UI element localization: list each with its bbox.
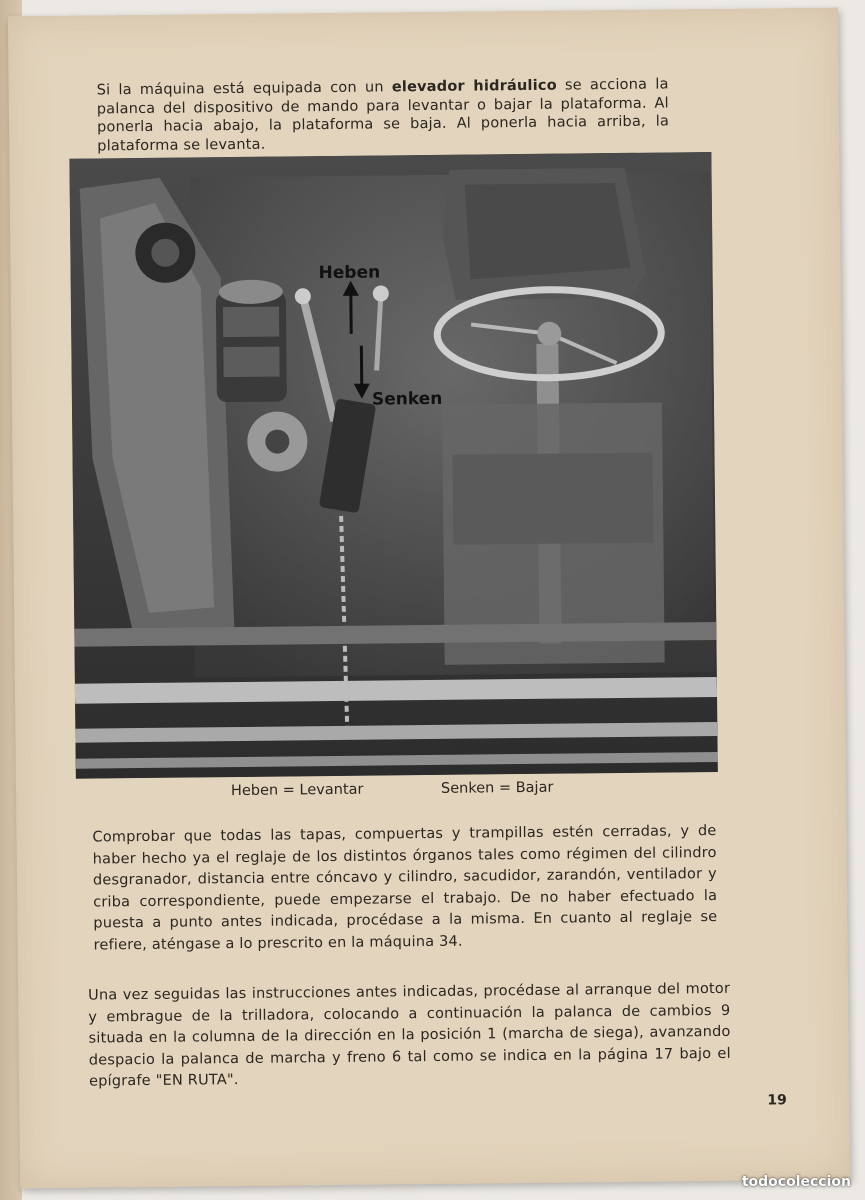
- machine-photo-illustration: [69, 152, 717, 779]
- caption-heben: Heben = Levantar: [230, 781, 364, 800]
- photo-label-senken: Senken: [371, 388, 443, 410]
- watermark-logo: todocoleccion: [741, 1174, 851, 1190]
- body-paragraph-1: Comprobar que todas las tapas, compuertas y trampillas estén cerradas, y de haber hecho ya el reglaje de los distintos órganos tales como régimen del cilindro desgranador, distancia entre cóncavo y cilindro, sacudidor, zarandón, ventilador y criba correspondiente, puede empezarse el trabajo. De no haber efectuado la puesta a punto antes indicada, procédase a la misma. En cuanto al reglaje se refiere, aténgase a lo prescrito en la máquina 34.: [92, 823, 718, 954]
- machine-photo: [69, 152, 717, 779]
- booklet-page: [8, 8, 850, 1189]
- page-number: 19: [767, 1092, 787, 1109]
- photo-label-heben: Heben: [318, 262, 381, 284]
- intro-bold-term: elevador hidráulico: [391, 77, 557, 96]
- intro-paragraph: [97, 75, 670, 155]
- caption-senken: Senken = Bajar: [440, 779, 554, 797]
- intro-text-end: se acciona la palanca del dispositivo de mando para levantar o bajar la plataforma. Al ponerla hacia abajo, la plataforma se baja. Al ponerla hacia arriba, la plataforma se levanta.: [96, 76, 670, 154]
- body-paragraph-2: Una vez seguidas las instrucciones antes indicadas, procédase al arranque del motor y embrague de la trilladora, colocando a continuación la palanca de cambios 9 situada en la columna de la dirección en la posición 1 (marcha de siega), avanzando despacio la palanca de marcha y freno 6 tal como se indica en la página 17 bajo el epígrafe "EN RUTA".: [88, 980, 731, 1090]
- intro-text-start: Si la máquina está equipada con un: [96, 79, 392, 99]
